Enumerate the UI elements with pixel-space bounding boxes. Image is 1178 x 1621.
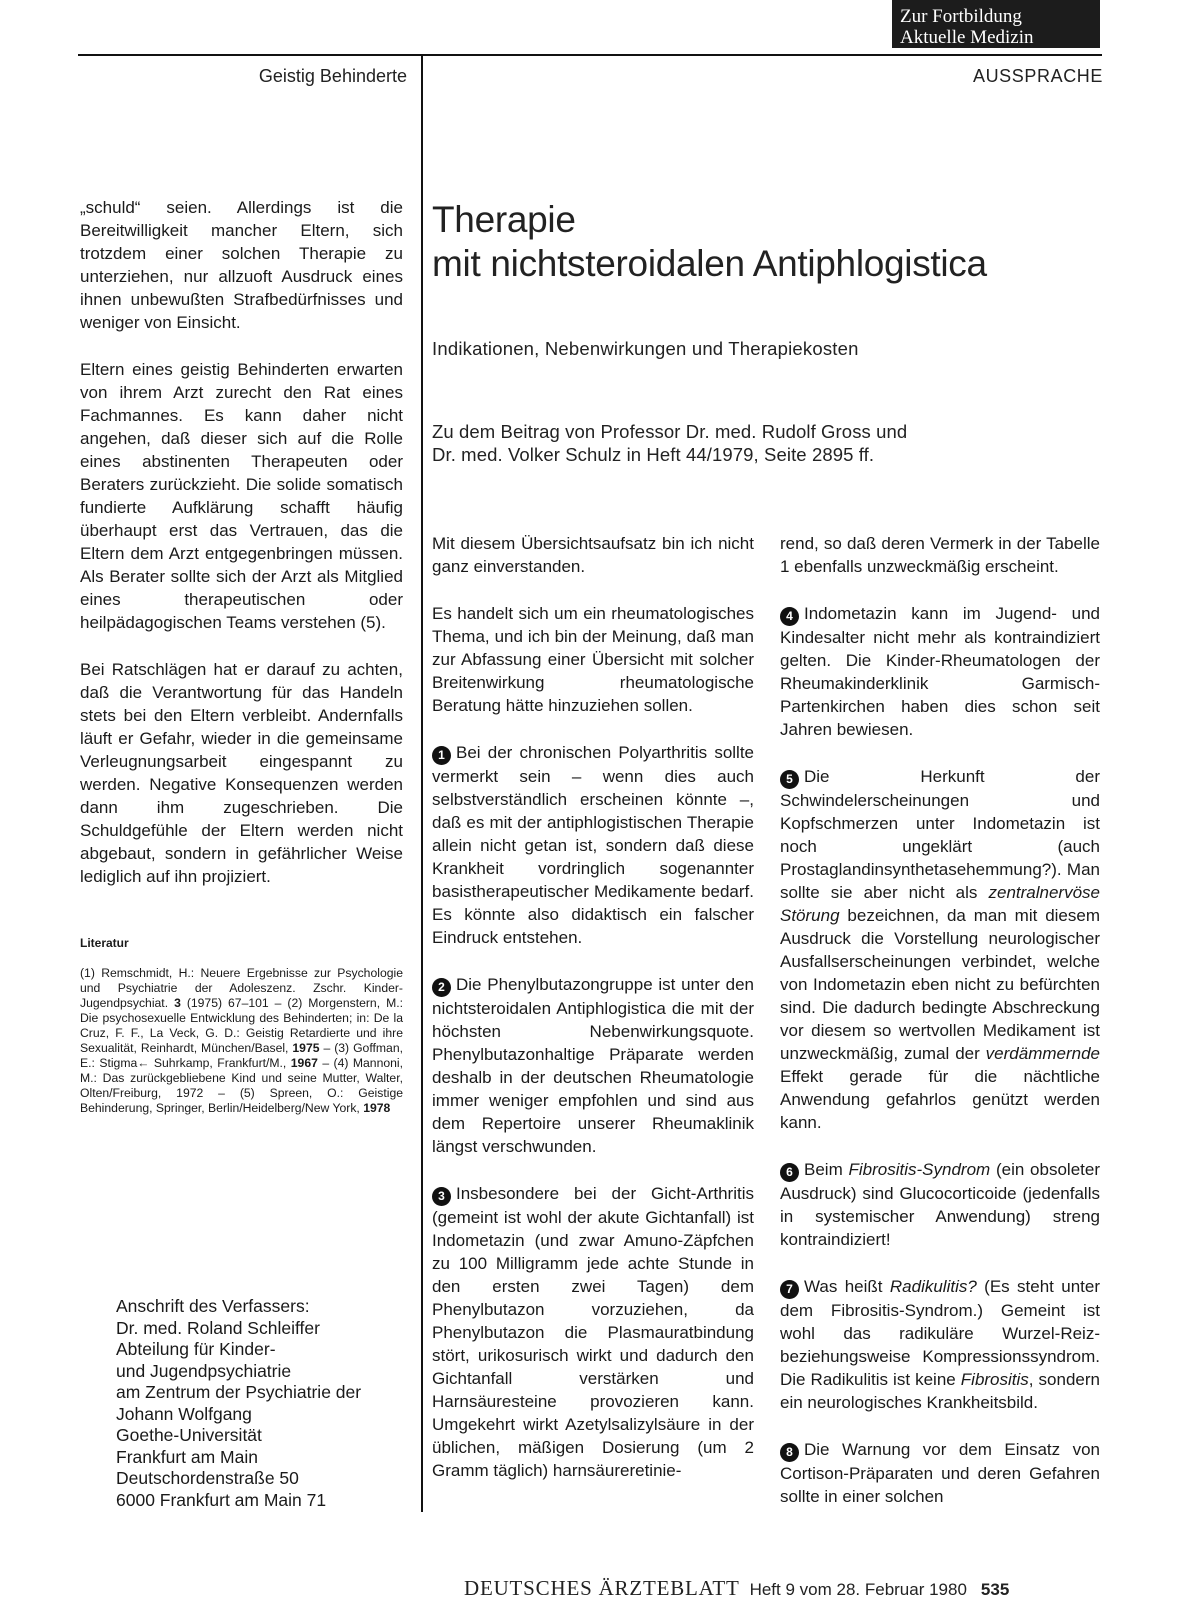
number-3-icon: 3 [432,1187,451,1206]
address-line: Deutschordenstraße 50 [116,1468,299,1488]
badge-line-1: Zur Fortbildung [900,6,1022,27]
number-6-icon: 6 [780,1163,799,1182]
header-rule [78,54,1102,56]
address-line: 6000 Frankfurt am Main 71 [116,1489,327,1510]
literature-list: (1) Remschmidt, H.: Neuere Ergebnisse zur Psychologie und Psychiatrie der Adoleszenz. Zschr. Kinder-Jugendpsychiat. 3 (1975) 67–101 – (2) Morgenstern, M.: Die psychosexuelle Entwicklung des Behinderten; in: De la Cruz, F. F., La Veck, G. D.: Geistig Retardierte und ihre Sexualität, Reinhardt, München/Basel, 1975 – (3) Goffman, E.: Stigma← Suhrkamp, Frankfurt/M., 1967 – (4) Mannoni, M.: Das zurückgebliebene Kind und seine Mutter, Walter, Olten/Freiburg, 1972 – (5) Spreen, O.: Geistige Behinderung, Springer, Berlin/Heidelberg/New York, 1978 [80,966,403,1115]
address-line: Anschrift des Verfassers: [116,1296,310,1316]
address-line: Goethe-Universität [116,1425,262,1445]
point-7: 7 Was heißt Radikulitis? (Es steht unter dem Fibrositis-Syndrom.) Gemeint ist wohl das radikuläre Wurzel-Reiz- beziehungsweise Kompressionssyndrom. Die Radikulitis ist keine Fibrositis, sondern ein neurologisches Krankheitsbild. [780,1277,1101,1412]
number-1-icon: 1 [432,746,451,765]
left-column [80,196,403,1116]
left-paragraph-2: Eltern eines geistig Behinderten erwarten von ihrem Arzt zurecht den Rat eines Fachmannes. Es kann daher nicht angehen, daß dieser sich auf die Rolle eines abstinenten Therapeuten oder Beraters zurückzieht. Die solide somatisch fundierte Aufklärung schafft häufig überhaupt erst das Vertrauen, das die Eltern dem Arzt entgegenbringen müssen. Als Berater sollte sich der Arzt als Mitglied eines therapeutischen oder heilpädagogischen Teams verstehen (5). [80,360,403,632]
literature-heading: Literatur [80,936,129,950]
address-line: Abteilung für Kinder- [116,1339,276,1359]
number-7-icon: 7 [780,1280,799,1299]
point-8: 8 Die Warnung vor dem Einsatz von Cortison-Präparaten und deren Gefahren sollte in einer solchen [780,1440,1100,1506]
author-address [116,1296,416,1511]
article-title: Therapie mit nichtsteroidalen Antiphlogistica [432,199,987,284]
column-divider [421,54,423,1512]
point-4: 4 Indometazin kann im Jugend- und Kindesalter nicht mehr als kontraindiziert gelten. Die Kinder-Rheumatologen der Rheumakinderklinik Garmisch-Partenkirchen haben dies schon seit Jahren bewiesen. [780,604,1100,739]
point-5: 5 Die Herkunft der Schwindelerscheinungen und Kopfschmerzen unter Indometazin ist noch ungeklärt (auch Prostaglandinsynthetasehemmung?). Man sollte sie aber nicht als zentralnervöse Störung bezeichnen, da man mit diesem Ausdruck die Vorstellung neurologischer Ausfallserscheinungen verbindet, welche von Indometazin eben nicht zu befürchten sind. Die dadurch bedingte Abschreckung vor diesem so wertvollen Medikament ist unzweckmäßig, zumal der verdämmernde Effekt gerade für die nächtliche Anwendung gefahrlos genützt werden kann. [780,767,1100,1132]
point-3: 3 Insbesondere bei der Gicht-Arthritis (gemeint ist wohl der akute Gichtanfall) ist Indometazin (und zwar Amuno-Zäpfchen zu 100 Milligramm jede achte Stunde in den ersten zwei Tagen) dem Phenylbutazon vorzuziehen, da Phenylbutazon die Plasmauratbindung stört, urikosurisch wirkt und dadurch den Gichtanfall verstärken und Harnsäuresteine provozieren kann. Umgekehrt wirkt Azetylsalizylsäure in der üblichen, mäßigen Dosierung (um 2 Gramm täglich) harnsäureretinie- [432,1184,754,1480]
number-2-icon: 2 [432,978,451,997]
address-line: Johann Wolfgang [116,1403,252,1424]
address-line: am Zentrum der Psychiatrie der [116,1382,362,1402]
journal-name: DEUTSCHES ÄRZTEBLATT [464,1576,740,1600]
running-head-right: AUSSPRACHE [972,66,1103,86]
left-paragraph-1: „schuld“ seien. Allerdings ist die Bereitwilligkeit mancher Eltern, sich trotzdem einer solchen Therapie zu unterziehen, nur allzuoft Ausdruck eines ihnen unbewußten Strafbedürfnisses und weniger von Einsicht. [80,198,403,332]
number-8-icon: 8 [780,1443,799,1462]
point-2: 2 Die Phenylbutazongruppe ist unter den nichtsteroidalen Antiphlogistica die mit der höchsten Nebenwirkungsquote. Phenylbutazonhaltige Präparate werden deshalb in der deutschen Rheumatologie immer weniger empfohlen und sind aus dem Repertoire unserer Rheumaklinik längst verschwunden. [432,975,754,1156]
number-5-icon: 5 [780,770,799,789]
issue-info: Heft 9 vom 28. Februar 1980 [749,1580,967,1599]
page-number: 535 [980,1580,1010,1599]
address-line: und Jugendpsychiatrie [116,1360,292,1381]
page-footer [464,1576,1009,1601]
address-line: Dr. med. Roland Schleiffer [116,1317,320,1338]
point-6: 6 Beim Fibrositis-Syndrom (ein obsoleter Ausdruck) sind Glucocorticoide (jedenfalls in systemischer Anwendung) streng kontraindiziert! [780,1160,1100,1249]
left-paragraph-3: Bei Ratschlägen hat er darauf zu achten, daß die Verantwortung für das Handeln stets bei den Eltern verbleibt. Andernfalls läuft er Gefahr, wieder in die gemeinsame Verleugnungsarbeit eingespannt zu werden. Negative Konsequenzen werden dann ihm zugeschrieben. Die Schuldgefühle der Eltern werden nicht abgebaut, sondern in gefährlicher Weise lediglich auf ihn projiziert. [80,660,403,886]
right-column [780,532,1100,1532]
section-badge [892,0,1100,48]
address-line: Frankfurt am Main [116,1446,258,1467]
middle-column [432,532,754,1506]
article-subtitle: Indikationen, Nebenwirkungen und Therapiekosten [432,338,859,359]
point-1: 1 Bei der chronischen Polyarthritis sollte vermerkt sein – wenn dies auch selbstverständlich erscheinen könnte –, daß es mit der antiphlogistischen Therapie allein nicht getan ist, sondern daß diese Krankheit vordringlich sogenannter basistherapeutischer Medikamente bedarf. Es könnte also didaktisch ein falscher Eindruck entstehen. [432,743,754,947]
number-4-icon: 4 [780,607,799,626]
article-reference: Zu dem Beitrag von Professor Dr. med. Rudolf Gross und Dr. med. Volker Schulz in Heft 44/1979, Seite 2895 ff. [432,421,908,465]
intro-paragraph-2: Es handelt sich um ein rheumatologisches Thema, und ich bin der Meinung, daß man zur Abfassung einer Übersicht mit solcher Breitenwirkung rheumatologische Beratung hätte hinzuziehen sollen. [432,604,754,715]
running-head-left: Geistig Behinderte [258,66,407,86]
badge-line-2: Aktuelle Medizin [900,27,1034,48]
continued-paragraph: rend, so daß deren Vermerk in der Tabelle 1 ebenfalls unzweckmäßig erscheint. [780,534,1100,576]
intro-paragraph-1: Mit diesem Übersichtsaufsatz bin ich nicht ganz einverstanden. [432,534,754,576]
